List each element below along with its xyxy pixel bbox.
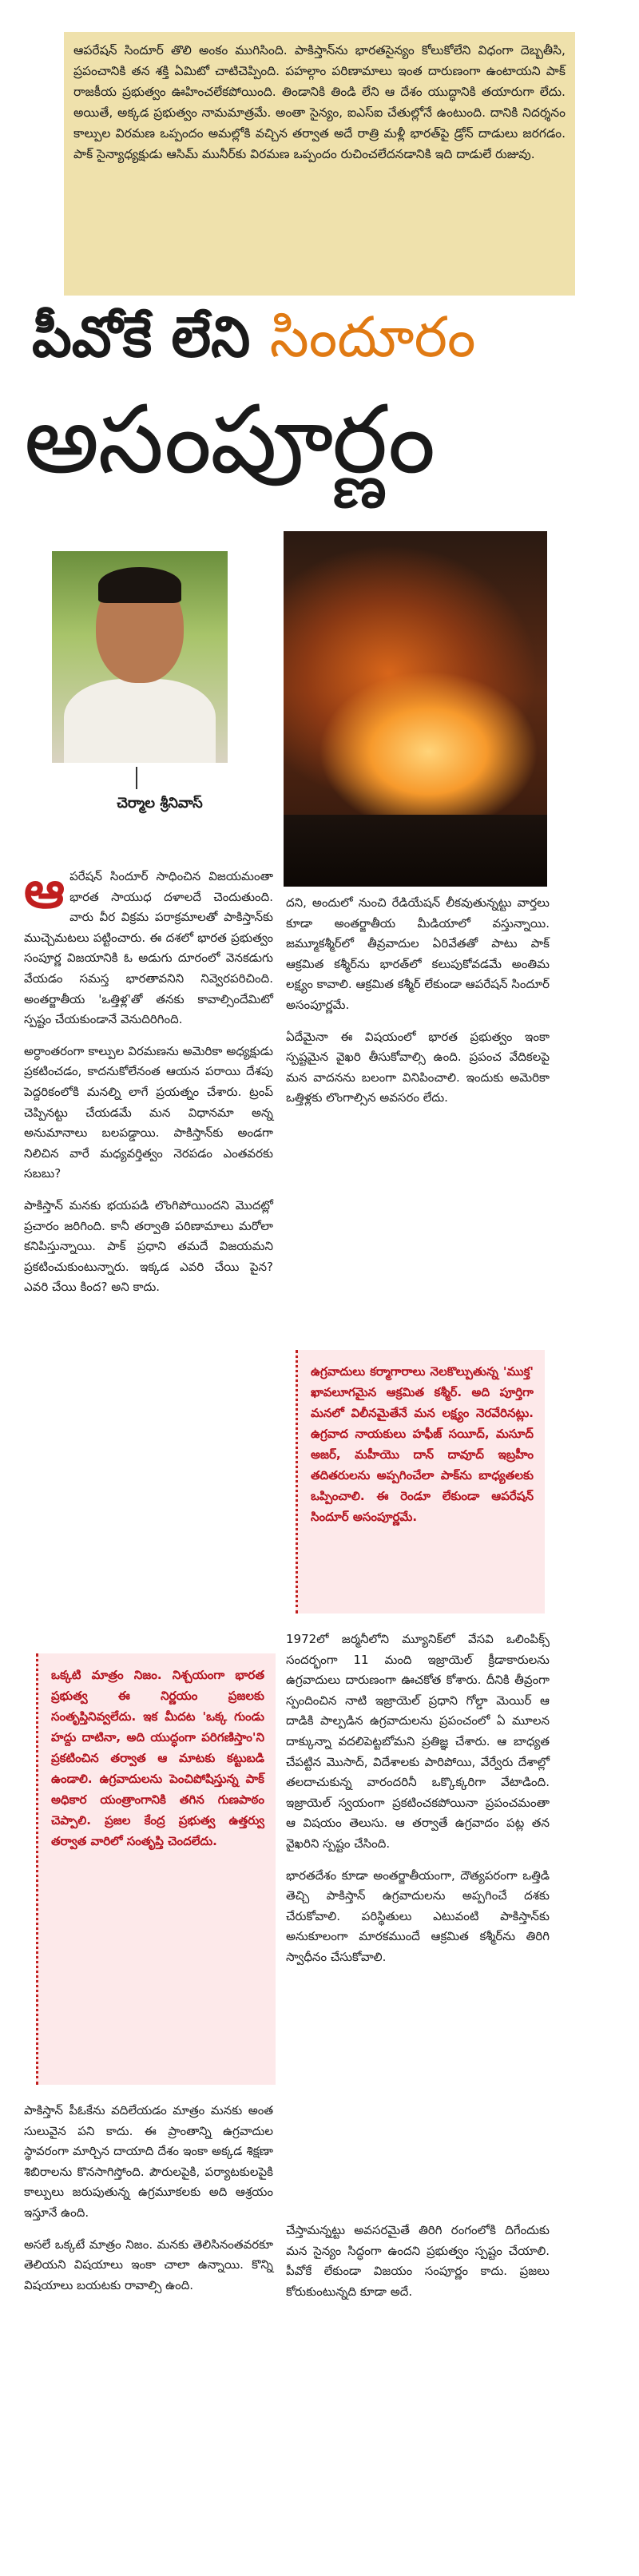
article-paragraph: చేస్తామన్నట్టు అవసరమైతే తిరిగి రంగంలోకి దిగేందుకు మన సైన్యం సిద్ధంగా ఉందని ప్రభుత్వం స్పష్టం చేయాలి. పీవోకే లేకుండా విజయం సంపూర్ణం కాదు. ప్రజలు కోరుకుంటున్నది కూడా అదే. (286, 2223, 550, 2299)
headline-prefix: పీవోకే లేని (32, 304, 270, 370)
article-paragraph: అర్ధాంతరంగా కాల్పుల విరమణను అమెరికా అధ్యక్షుడు ప్రకటించడం, కాదనుకోలేనంత ఆయన పరాయి దేశపు పెద్దరికంలోకి మనల్ని లాగే ప్రయత్నం చేశారు. ట్రంప్ చెప్పినట్టు చేయడమే మన విధానమా అన్న అనుమానాలు బలపడ్డాయి. పాకిస్తాన్‌కు అండగా నిలిచిన వారే మధ్యవర్తిత్వం నెరపడం ఎంతవరకు సబబు? (24, 1043, 273, 1181)
article-column-left-1 (24, 861, 273, 1309)
pull-quote-left: ఒక్కటి మాత్రం నిజం. నిశ్చయంగా భారత ప్రభుత్వ ఈ నిర్ణయం ప్రజలకు సంతృప్తినివ్వలేదు. ఇక మీదట 'ఒక్క గుండు హద్దు దాటినా, అది యుద్ధంగా పరిగణిస్తాం'ని ప్రకటించిన తర్వాత ఆ మాటకు కట్టుబడి ఉండాలి. ఉగ్రవాదులను పెంచిపోషిస్తున్న పాక్ అధికార యంత్రాంగానికి తగిన గుణపాఠం చెప్పాలి. ప్రజల కేంద్ర ప్రభుత్వ ఉత్తర్వు తర్వాత వారిలో సంతృప్తి చెందలేదు. (36, 1653, 276, 2085)
headline-line-1 (32, 300, 607, 375)
author-divider (136, 767, 137, 789)
article-paragraph: అసలే ఒక్కటే మాత్రం నిజం. మనకు తెలిసినంతవరకూ తెలియని విషయాలు ఇంకా చాలా ఉన్నాయి. కొన్ని విషయాలు బయటకు రావాల్సి ఉంది. (24, 2237, 273, 2292)
author-photo (52, 551, 228, 763)
dropcap: ఆ (24, 861, 65, 920)
pull-quote-right: ఉగ్రవాదులు కర్మాగారాలు నెలకొల్పుతున్న 'ముక్త' ఖావలూగమైన ఆక్రమిత కశ్మీర్‌. అది పూర్తిగా మనలో విలీనమైతేనే మన లక్ష్యం నెరవేరినట్లు. ఉగ్రవాద నాయకులు హఫీజ్ సయీద్, మసూద్ అజర్, మహీయొ దాన్ దావూద్ ఇబ్రహీం తదితరులను అప్పగించేలా పాక్‌ను బాధ్యతలకు ఒప్పించాలి. ఈ రెండూ లేకుండా ఆపరేషన్ సిందూర్ అసంపూర్ణమే. (296, 1350, 545, 1613)
author-shirt (64, 679, 216, 763)
explosion-photo (284, 531, 547, 887)
author-name: చెర్మాల శ్రీనివాస్ (117, 795, 203, 812)
article-paragraph (24, 861, 273, 1030)
article-column-right-3 (286, 2221, 550, 2313)
article-column-left-2 (24, 2101, 273, 2307)
author-hair (98, 567, 181, 603)
photo-foreground (284, 815, 547, 887)
article-paragraph: ఏదేమైనా ఈ విషయంలో భారత ప్రభుత్వం ఇంకా స్పష్టమైన వైఖరి తీసుకోవాల్సి ఉంది. ప్రపంచ వేదికలపై మన వాదనను బలంగా వినిపించాలి. ఇందుకు అమెరికా ఒత్తిళ్లకు లొంగాల్సిన అవసరం లేదు. (286, 1029, 550, 1105)
headline-line-2: అసంపూర్ణం (24, 384, 435, 494)
article-paragraph: భారతదేశం కూడా అంతర్జాతీయంగా, దౌత్యపరంగా ఒత్తిడి తెచ్చి పాకిస్తాన్ ఉగ్రవాదులను అప్పగించే దశకు చేరుకోవాలి. పరిస్థితులు ఎటువంటి పాకిస్తాన్‌కు అనుకూలంగా మారకముందే ఆక్రమిత కశ్మీర్‌ను తిరిగి స్వాధీనం చేసుకోవాలి. (286, 1868, 550, 1964)
article-column-right-1 (286, 893, 550, 1120)
article-column-right-2 (286, 1629, 550, 1979)
headline-accent: సిందూరం (269, 304, 476, 370)
article-paragraph: పాకిస్తాన్ పీఓకేను వదిలేయడం మాత్రం మనకు అంత సులువైన పని కాదు. ఈ ప్రాంతాన్ని ఉగ్రవాదుల స్థావరంగా మార్చిన దాయాది దేశం ఇంకా అక్కడ శిక్షణా శిబిరాలను కొనసాగిస్తోంది. పౌరులపైకి, పర్యాటకులపైకి కాల్పులు జరుపుతున్న ఉగ్రమూకలకు అది ఆశ్రయం ఇస్తూనే ఉంది. (24, 2103, 273, 2220)
intro-paragraph: ఆపరేషన్ సిందూర్ తొలి అంకం ముగిసింది. పాకిస్తాన్‌ను భారతసైన్యం కోలుకోలేని విధంగా దెబ్బతీసి, ప్రపంచానికి తన శక్తి ఏమిటో చాటిచెప్పింది. పహల్గాం పరిణామాలు ఇంత దారుణంగా ఉంటాయని పాక్ రాజకీయ ప్రభుత్వం ఊహించలేకపోయింది. తిండానికి తిండి లేని ఆ దేశం యుద్ధానికి తయారుగా లేదు. అయితే, అక్కడ ప్రభుత్వం నామమాత్రమే. అంతా సైన్యం, ఐఎస్‌ఐ చేతుల్లోనే ఉంటుంది. దానికి నిదర్శనం కాల్పుల విరమణ ఒప్పందం అమల్లోకి వచ్చిన తర్వాత అదే రాత్రి మళ్లీ భారత్‌పై డ్రోన్ దాడులు జరగడం. పాక్ సైన్యాధ్యక్షుడు ఆసిమ్ మునీర్‌కు విరమణ ఒప్పందం రుచించలేదనడానికి ఇది దాడులే రుజువు. (64, 32, 575, 296)
article-text: పరేషన్ సిందూర్ సాధించిన విజయమంతా భారత సాయుధ దళాలదే చెందుతుంది. వారు వీర విక్రమ పరాక్రమాలతో పాకిస్తాన్‌కు ముచ్చెమటలు పట్టించారు. ఈ దశలో భారత ప్రభుత్వం సంపూర్ణ విజయానికి ఓ అడుగు దూరంలో వెనకడుగు వేయడం సమస్త భారతావనిని నివ్వెరపరిచింది. అంతర్జాతీయ 'ఒత్తిళ్ల'తో తనకు కావాల్సిందేమిటో స్పష్టం చేయకుండానే వెనుదిరిగింది. (24, 869, 273, 1027)
article-paragraph: 1972లో జర్మనీలోని మ్యూనిక్‌లో వేసవి ఒలింపిక్స్ సందర్భంగా 11 మంది ఇజ్రాయెల్ క్రీడాకారులను ఉగ్రవాదులు దారుణంగా ఊచకోత కోశారు. దీనికి తీవ్రంగా స్పందించిన నాటి ఇజ్రాయెల్ ప్రధాని గోల్డా మెయిర్ ఆ దాడికి పాల్పడిన ఉగ్రవాదులను ప్రపంచంలో ఏ మూలన దాక్కున్నా వదలిపెట్టబోమని ప్రతిజ్ఞ చేశారు. ఆ బాధ్యత చేపట్టిన మొసాద్, విదేశాలకు పారిపోయి, వేర్వేరు దేశాల్లో తలదాచుకున్న వారందరినీ ఒక్కొక్కరిగా వేటాడింది. ఇజ్రాయెల్ స్వయంగా ప్రకటించకపోయినా ప్రపంచమంతా ఆ విషయం తెలుసు. ఆ తర్వాతే ఉగ్రవాదం పట్ల తన వైఖరిని స్పష్టం చేసింది. (286, 1632, 550, 1851)
article-paragraph: దని, అందులో నుంచి రేడియేషన్ లీకవుతున్నట్టు వార్తలు కూడా అంతర్జాతీయ మీడియాలో వస్తున్నాయి. జమ్మూకశ్మీర్‌లో తీవ్రవాదుల ఏరివేతతో పాటు పాక్ ఆక్రమిత కశ్మీర్‌ను భారత్‌లో కలుపుకోవడమే అంతిమ లక్ష్యం కావాలి. ఆక్రమిత కశ్మీర్ లేకుండా ఆపరేషన్ సిందూర్ అసంపూర్ణమే. (286, 895, 550, 1012)
article-paragraph: పాకిస్తాన్ మనకు భయపడి లొంగిపోయిందని మొదట్లో ప్రచారం జరిగింది. కానీ తర్వాతి పరిణామాలు మరోలా కనిపిస్తున్నాయి. పాక్ ప్రధాని తమదే విజయమని ప్రకటించుకుంటున్నారు. ఇక్కడ ఎవరి చేయి పైన? ఎవరి చేయి కింద? అని కాదు. (24, 1197, 273, 1295)
